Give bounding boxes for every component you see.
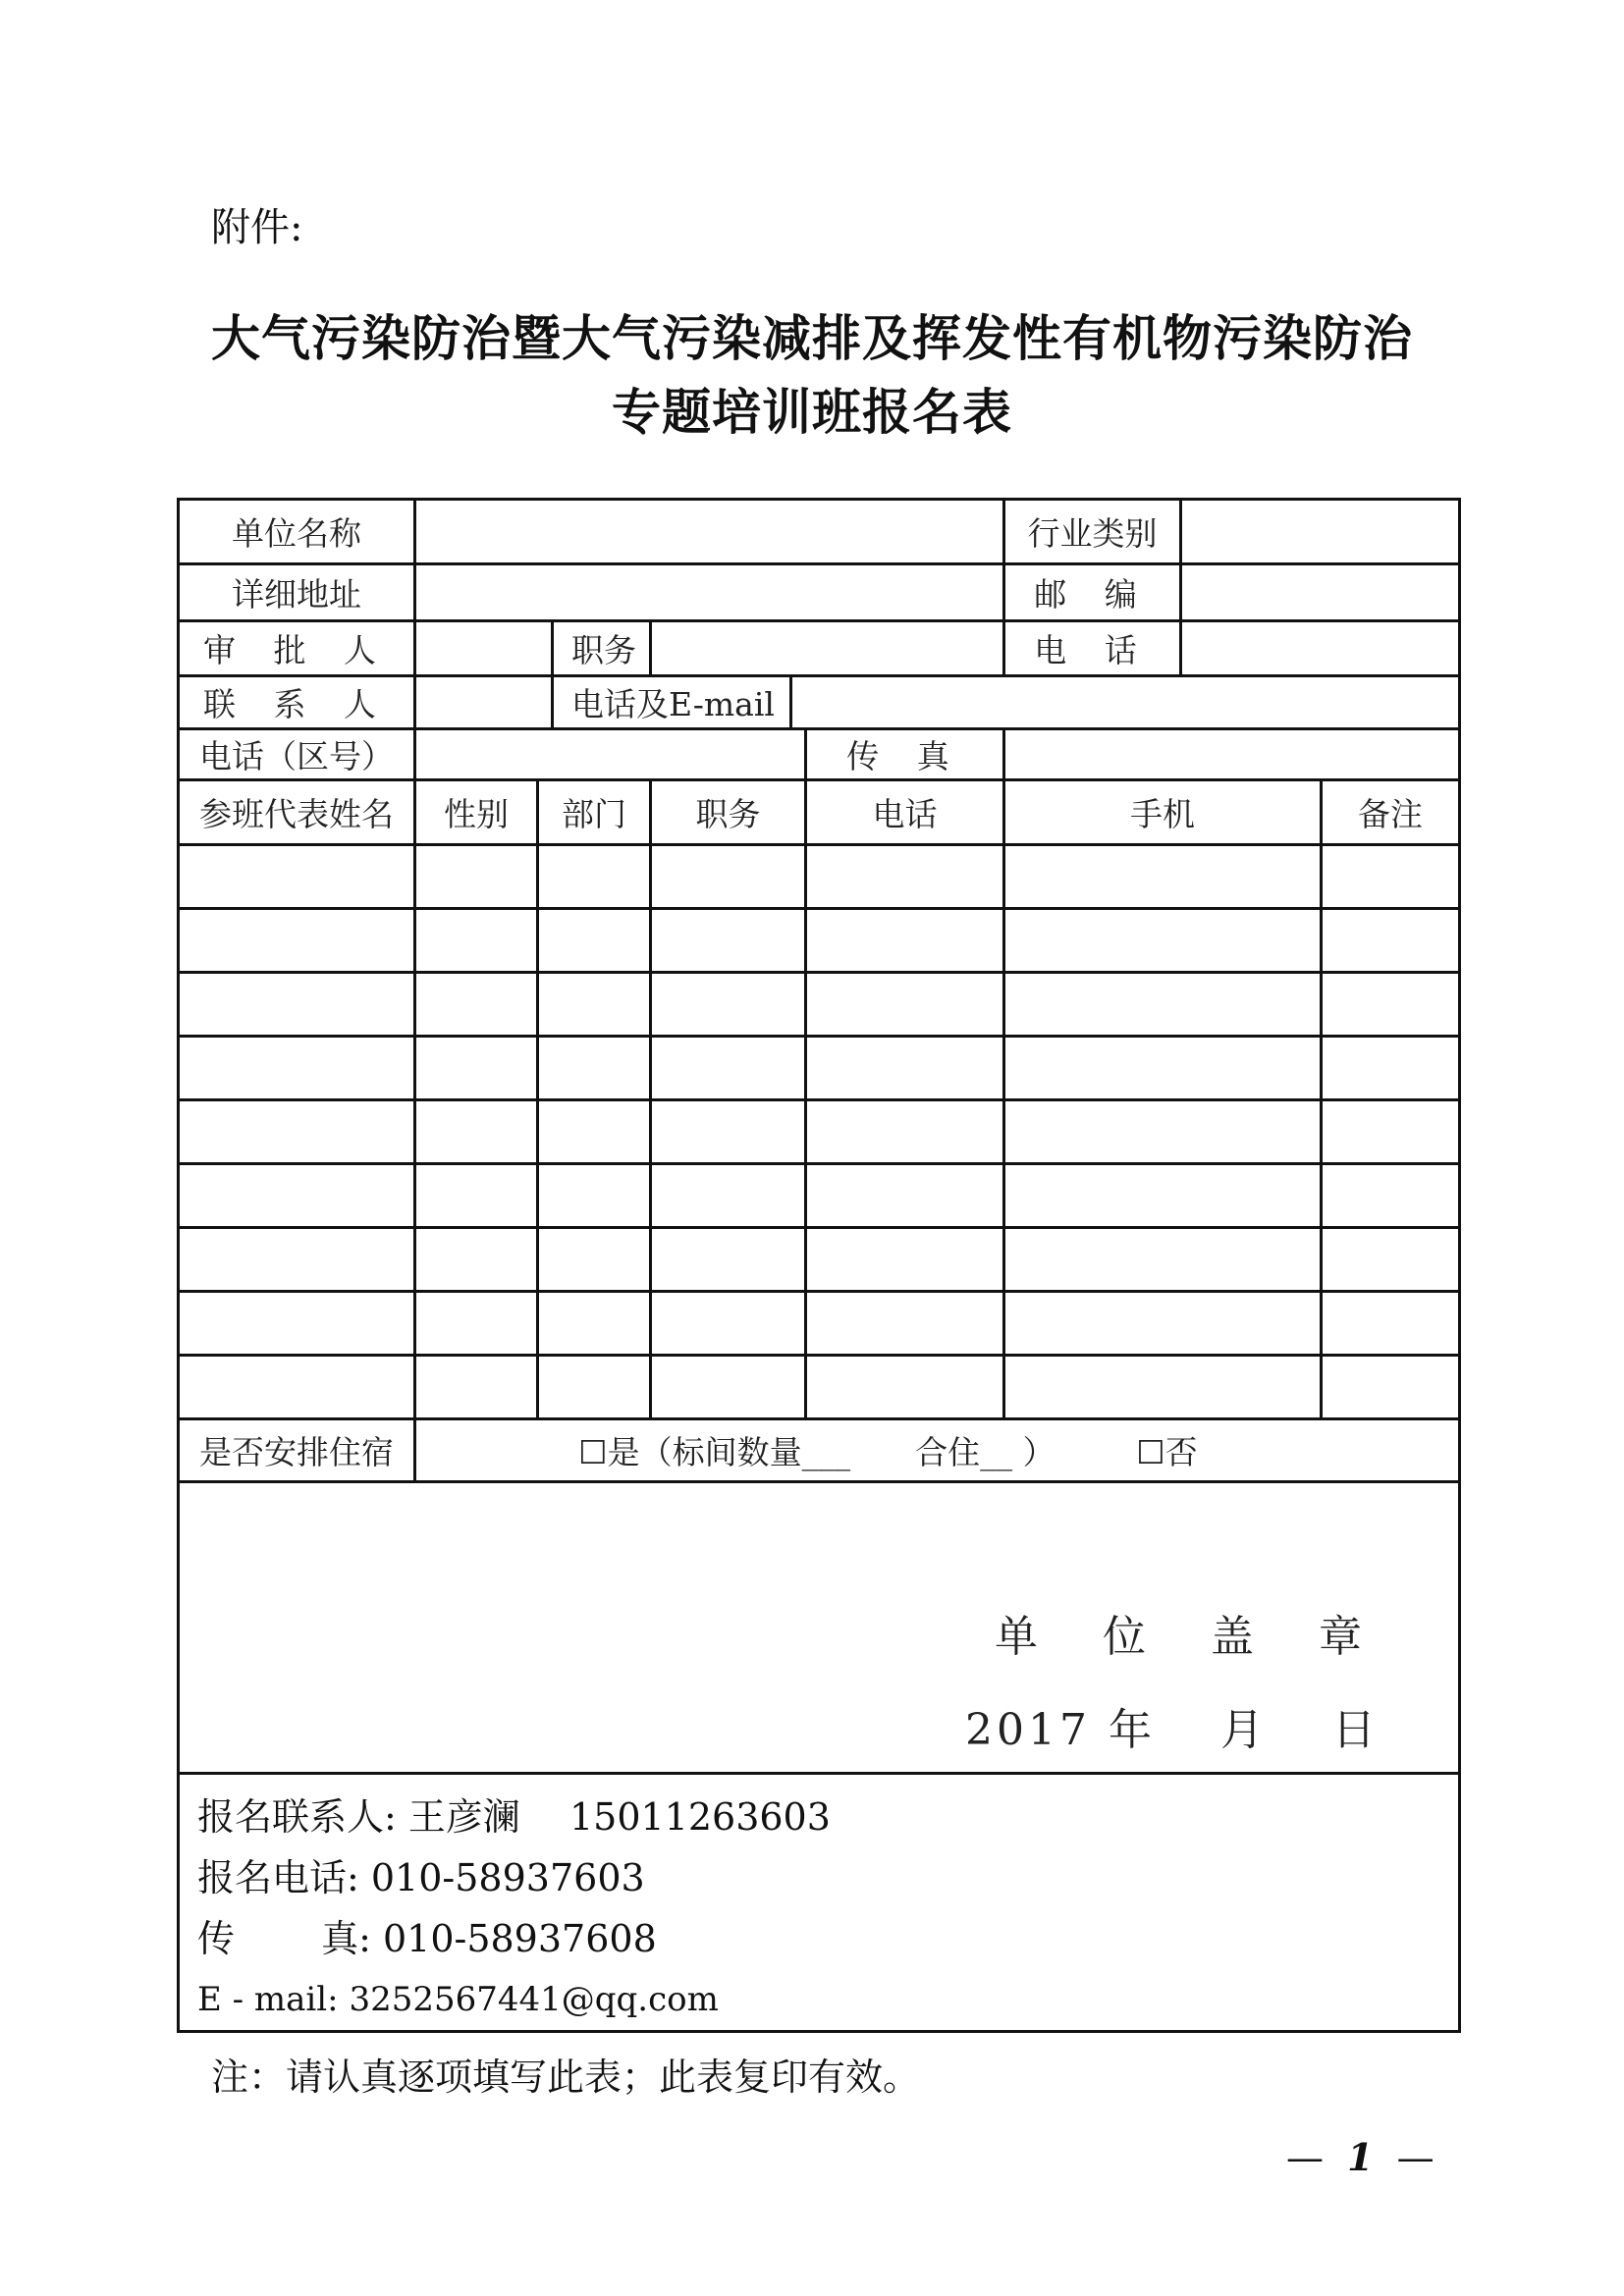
participant-phone-cell[interactable] bbox=[806, 909, 1004, 973]
participant-department-cell[interactable] bbox=[538, 1037, 651, 1100]
approver-field[interactable] bbox=[415, 621, 553, 676]
participant-remarks-cell[interactable] bbox=[1322, 1228, 1460, 1292]
org-name-label: 单位名称 bbox=[179, 500, 415, 564]
participant-name-cell[interactable] bbox=[179, 1292, 415, 1356]
registration-email: E - mail: 3252567441@qq.com bbox=[197, 1980, 719, 2019]
col-mobile-header: 手机 bbox=[1004, 780, 1322, 845]
participant-position-cell[interactable] bbox=[651, 845, 806, 909]
participant-mobile-cell[interactable] bbox=[1004, 1292, 1322, 1356]
participant-name-cell[interactable] bbox=[179, 1228, 415, 1292]
postcode-label: 邮 编 bbox=[1004, 564, 1181, 621]
participant-department-cell[interactable] bbox=[538, 1356, 651, 1419]
phone-field[interactable] bbox=[1181, 621, 1460, 676]
participant-remarks-cell[interactable] bbox=[1322, 1037, 1460, 1100]
participant-mobile-cell[interactable] bbox=[1004, 1037, 1322, 1100]
participant-position-cell[interactable] bbox=[651, 1037, 806, 1100]
lodging-options[interactable]: ☐是（标间数量___ 合住__ ） ☐否 bbox=[415, 1419, 1460, 1482]
participants-header-row bbox=[179, 780, 1460, 845]
registration-info bbox=[179, 1774, 1460, 2032]
participant-remarks-cell[interactable] bbox=[1322, 1356, 1460, 1419]
industry-label: 行业类别 bbox=[1004, 500, 1181, 564]
participant-row bbox=[179, 1292, 1460, 1356]
participant-name-cell[interactable] bbox=[179, 1100, 415, 1164]
participant-department-cell[interactable] bbox=[538, 1100, 651, 1164]
lodging-label: 是否安排住宿 bbox=[179, 1419, 415, 1482]
page-number: — 1 — bbox=[1286, 2135, 1440, 2179]
participant-position-cell[interactable] bbox=[651, 1100, 806, 1164]
participant-row bbox=[179, 1037, 1460, 1100]
lodging-row bbox=[179, 1419, 1460, 1482]
approver-position-field[interactable] bbox=[651, 621, 1004, 676]
participant-row bbox=[179, 1164, 1460, 1228]
phone-label: 电 话 bbox=[1004, 621, 1181, 676]
approver-row bbox=[179, 621, 1460, 676]
registration-phone: 报名电话: 010-58937603 bbox=[197, 1856, 645, 1899]
participant-phone-cell[interactable] bbox=[806, 973, 1004, 1037]
col-gender-header: 性别 bbox=[415, 780, 538, 845]
stamp-label: 单 位 盖 章 bbox=[995, 1612, 1387, 1662]
participant-mobile-cell[interactable] bbox=[1004, 1356, 1322, 1419]
contact-person-label: 联 系 人 bbox=[179, 676, 415, 729]
fax-label: 传 真 bbox=[806, 729, 1004, 780]
contact-person-field[interactable] bbox=[415, 676, 553, 729]
registration-info-row bbox=[179, 1774, 1460, 2032]
form-title-line1: 大气污染防治暨大气污染减排及挥发性有机物污染防治 bbox=[211, 310, 1413, 367]
participant-department-cell[interactable] bbox=[538, 973, 651, 1037]
page-number-value: 1 bbox=[1347, 2135, 1380, 2179]
participant-gender-cell[interactable] bbox=[415, 1100, 538, 1164]
participant-phone-cell[interactable] bbox=[806, 1228, 1004, 1292]
participant-name-cell[interactable] bbox=[179, 973, 415, 1037]
phone-email-label: 电话及E-mail bbox=[553, 676, 791, 729]
approver-position-label: 职务 bbox=[553, 621, 651, 676]
participant-gender-cell[interactable] bbox=[415, 1356, 538, 1419]
date-label: 2017 年 月 日 bbox=[965, 1705, 1380, 1755]
participant-remarks-cell[interactable] bbox=[1322, 973, 1460, 1037]
approver-label: 审 批 人 bbox=[179, 621, 415, 676]
participant-row bbox=[179, 909, 1460, 973]
participant-position-cell[interactable] bbox=[651, 1228, 806, 1292]
participant-department-cell[interactable] bbox=[538, 1228, 651, 1292]
participant-position-cell[interactable] bbox=[651, 1164, 806, 1228]
address-label: 详细地址 bbox=[179, 564, 415, 621]
area-phone-label: 电话（区号） bbox=[179, 729, 415, 780]
participant-remarks-cell[interactable] bbox=[1322, 909, 1460, 973]
participant-row bbox=[179, 845, 1460, 909]
participant-remarks-cell[interactable] bbox=[1322, 1292, 1460, 1356]
participant-phone-cell[interactable] bbox=[806, 1164, 1004, 1228]
participant-row bbox=[179, 973, 1460, 1037]
address-field[interactable] bbox=[415, 564, 1004, 621]
participant-name-cell[interactable] bbox=[179, 845, 415, 909]
participant-gender-cell[interactable] bbox=[415, 845, 538, 909]
participant-gender-cell[interactable] bbox=[415, 909, 538, 973]
participant-phone-cell[interactable] bbox=[806, 1100, 1004, 1164]
area-phone-field[interactable] bbox=[415, 729, 806, 780]
col-name-header: 参班代表姓名 bbox=[179, 780, 415, 845]
participant-row bbox=[179, 1356, 1460, 1419]
participant-phone-cell[interactable] bbox=[806, 1356, 1004, 1419]
industry-field[interactable] bbox=[1181, 500, 1460, 564]
participant-remarks-cell[interactable] bbox=[1322, 1164, 1460, 1228]
col-position-header: 职务 bbox=[651, 780, 806, 845]
participant-position-cell[interactable] bbox=[651, 1356, 806, 1419]
registration-fax: 传 真: 010-58937608 bbox=[197, 1917, 657, 1960]
participant-gender-cell[interactable] bbox=[415, 973, 538, 1037]
participant-mobile-cell[interactable] bbox=[1004, 1100, 1322, 1164]
footnote: 注：请认真逐项填写此表；此表复印有效。 bbox=[211, 2056, 921, 2099]
participant-name-cell[interactable] bbox=[179, 909, 415, 973]
participant-phone-cell[interactable] bbox=[806, 845, 1004, 909]
area-phone-row bbox=[179, 729, 1460, 780]
participant-position-cell[interactable] bbox=[651, 909, 806, 973]
participant-mobile-cell[interactable] bbox=[1004, 1164, 1322, 1228]
participant-mobile-cell[interactable] bbox=[1004, 1228, 1322, 1292]
participant-phone-cell[interactable] bbox=[806, 1037, 1004, 1100]
participant-name-cell[interactable] bbox=[179, 1356, 415, 1419]
participant-gender-cell[interactable] bbox=[415, 1292, 538, 1356]
participant-name-cell[interactable] bbox=[179, 1037, 415, 1100]
participant-position-cell[interactable] bbox=[651, 973, 806, 1037]
participant-name-cell[interactable] bbox=[179, 1164, 415, 1228]
postcode-field[interactable] bbox=[1181, 564, 1460, 621]
participant-department-cell[interactable] bbox=[538, 909, 651, 973]
col-department-header: 部门 bbox=[538, 780, 651, 845]
participant-mobile-cell[interactable] bbox=[1004, 973, 1322, 1037]
participant-remarks-cell[interactable] bbox=[1322, 845, 1460, 909]
participant-mobile-cell[interactable] bbox=[1004, 845, 1322, 909]
fax-field[interactable] bbox=[1004, 729, 1460, 780]
contact-row bbox=[179, 676, 1460, 729]
participant-row bbox=[179, 1100, 1460, 1164]
stamp-row bbox=[179, 1482, 1460, 1774]
registration-table bbox=[177, 498, 1461, 2033]
col-remarks-header: 备注 bbox=[1322, 780, 1460, 845]
form-title-line2: 专题培训班报名表 bbox=[612, 384, 1012, 441]
participant-department-cell[interactable] bbox=[538, 1292, 651, 1356]
participant-mobile-cell[interactable] bbox=[1004, 909, 1322, 973]
org-name-field[interactable] bbox=[415, 500, 1004, 564]
address-row bbox=[179, 564, 1460, 621]
participant-phone-cell[interactable] bbox=[806, 1292, 1004, 1356]
participant-gender-cell[interactable] bbox=[415, 1164, 538, 1228]
participant-position-cell[interactable] bbox=[651, 1292, 806, 1356]
org-name-row bbox=[179, 500, 1460, 564]
registration-contact: 报名联系人: 王彦澜 15011263603 bbox=[197, 1795, 831, 1839]
participant-department-cell[interactable] bbox=[538, 845, 651, 909]
participant-row bbox=[179, 1228, 1460, 1292]
registration-form bbox=[177, 498, 1458, 2019]
stamp-area[interactable] bbox=[179, 1482, 1460, 1774]
phone-email-field[interactable] bbox=[791, 676, 1460, 729]
participant-gender-cell[interactable] bbox=[415, 1228, 538, 1292]
col-phone-header: 电话 bbox=[806, 780, 1004, 845]
participant-department-cell[interactable] bbox=[538, 1164, 651, 1228]
attachment-label: 附件: bbox=[211, 205, 303, 250]
participant-gender-cell[interactable] bbox=[415, 1037, 538, 1100]
participant-remarks-cell[interactable] bbox=[1322, 1100, 1460, 1164]
